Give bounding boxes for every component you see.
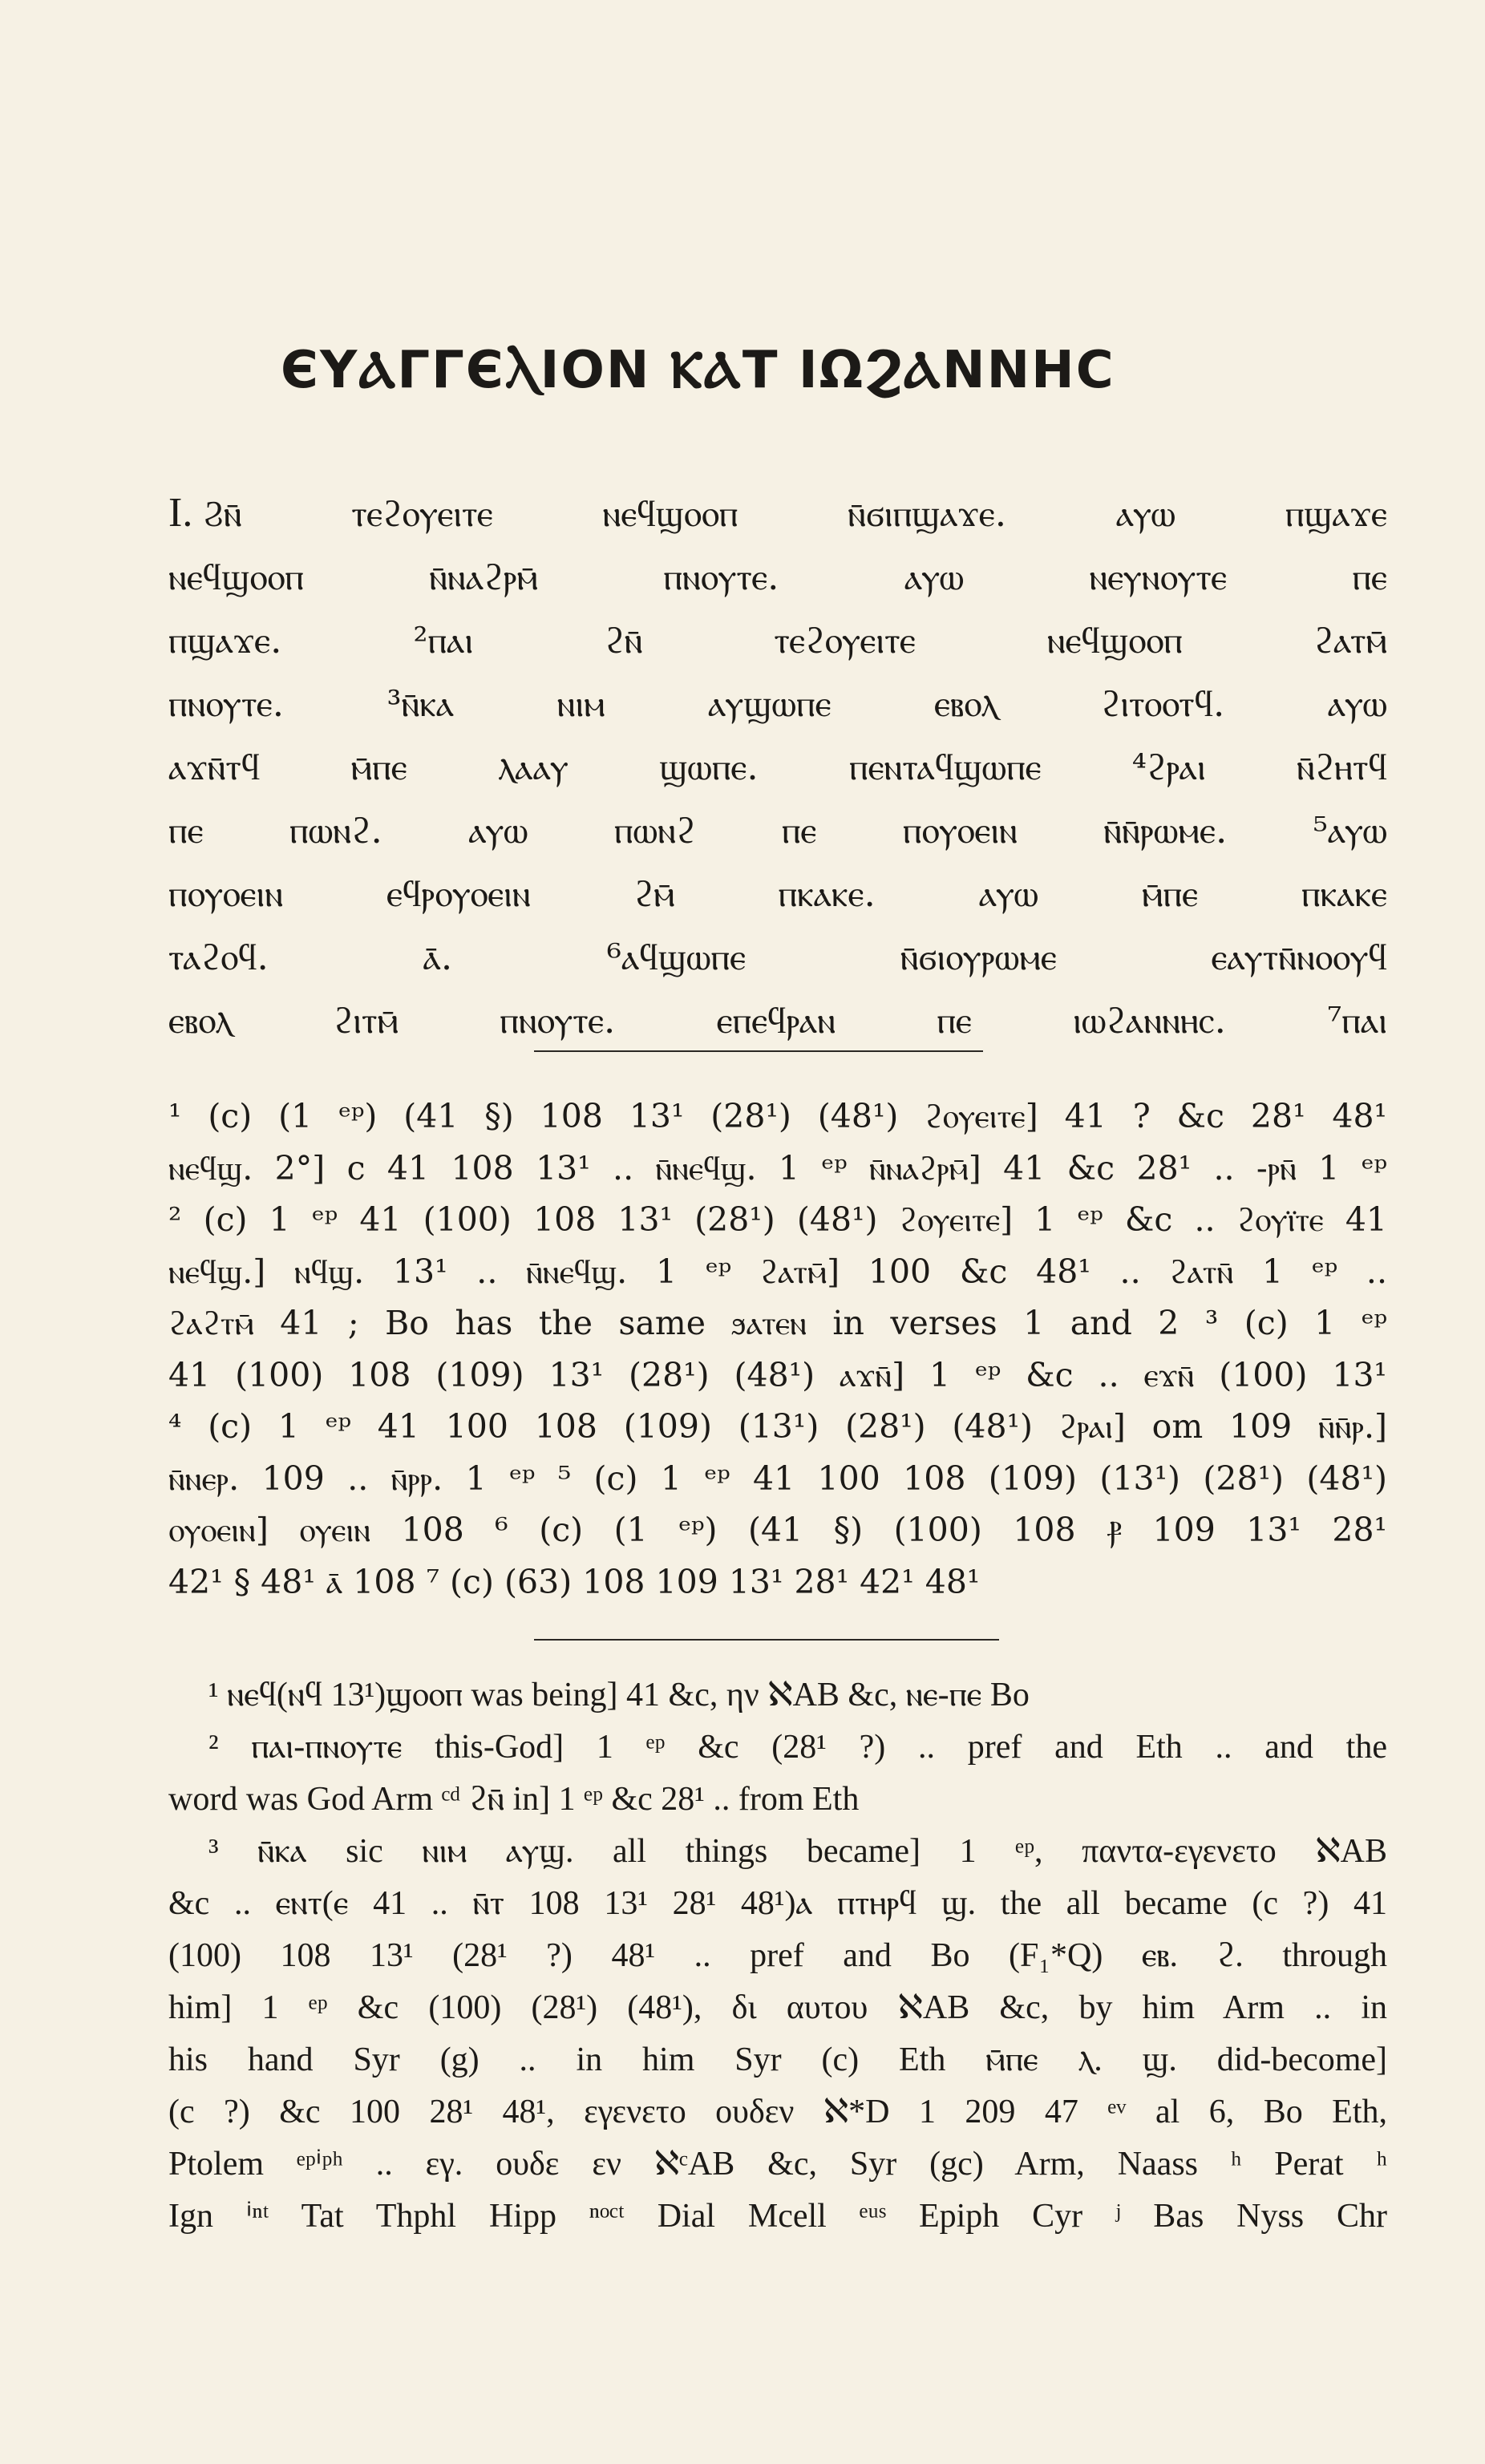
main-text-line: ⲁϫⲛ̄ⲧϥ ⲙ̄ⲡⲉ ⲗⲁⲁⲩ ϣⲱⲡⲉ. ⲡⲉⲛⲧⲁϥϣⲱⲡⲉ ⁴ϩⲣⲁⲓ ⲛ̄ϩⲏⲧϥ xyxy=(168,746,1387,788)
apparatus-line: him] 1 ᵉᵖ &c (100) (28¹) (48¹), δι αυτου ℵAB &c, by him Arm .. in xyxy=(168,1989,1387,2026)
divider xyxy=(534,1050,983,1052)
apparatus-line: (100) 108 13¹ (28¹ ?) 48¹ .. pref and Bo (F₁*Q) ⲉⲃ. ϩ. through xyxy=(168,1937,1387,1974)
apparatus-line: ¹ (c) (1 ᵉᵖ) (41 §) 108 13¹ (28¹) (48¹) ϩⲟⲩⲉⲓⲧⲉ] 41 ? &c 28¹ 48¹ xyxy=(168,1097,1387,1135)
chapter-number: I. xyxy=(168,490,193,536)
apparatus-line: ³ ⲛ̄ⲕⲁ sic ⲛⲓⲙ ⲁⲩϣ. all things became] 1 ᵉᵖ, παντα-εγενετο ℵAB xyxy=(208,1833,1387,1870)
apparatus-line: ⲟⲩⲟⲉⲓⲛ] ⲟⲩⲉⲓⲛ 108 ⁶ (c) (1 ᵉᵖ) (41 §) (100) 108 ⳁ 109 13¹ 28¹ xyxy=(168,1511,1387,1549)
apparatus-line: 42¹ § 48¹ ⲁ̄ 108 ⁷ (c) (63) 108 109 13¹ 28¹ 42¹ 48¹ xyxy=(168,1562,981,1601)
apparatus-line: Ign ⁱⁿᵗ Tat Thphl Hipp ⁿᵒᶜᵗ Dial Mcell ᵉᵘˢ Epiph Cyr ʲ Bas Nyss Chr xyxy=(168,2198,1387,2235)
apparatus-line: &c .. ⲉⲛⲧ(ⲉ 41 .. ⲛ̄ⲧ 108 13¹ 28¹ 48¹)ⲁ ⲡⲧⲏⲣϥ ϣ. the all became (c ?) 41 xyxy=(168,1885,1387,1922)
apparatus-line: ⲛⲉϥϣ. 2°] c 41 108 13¹ .. ⲛ̄ⲛⲉϥϣ. 1 ᵉᵖ ⲛ̄ⲛⲁϩⲣⲙ̄] 41 &c 28¹ .. -ⲣⲛ̄ 1 ᵉᵖ xyxy=(168,1148,1387,1187)
main-text-line: ⲡⲟⲩⲟⲉⲓⲛ ⲉϥⲣⲟⲩⲟⲉⲓⲛ ϩⲙ̄ ⲡⲕⲁⲕⲉ. ⲁⲩⲱ ⲙ̄ⲡⲉ ⲡⲕⲁⲕⲉ xyxy=(168,872,1387,915)
apparatus-line: ¹ ⲛⲉϥ(ⲛϥ 13¹)ϣⲟⲟⲡ was being] 41 &c, ην ℵAB &c, ⲛⲉ-ⲡⲉ Bo xyxy=(208,1677,1030,1713)
apparatus-line: ⲛ̄ⲛⲉⲣ. 109 .. ⲛ̄ⲣⲣ. 1 ᵉᵖ ⁵ (c) 1 ᵉᵖ 41 100 108 (109) (13¹) (28¹) (48¹) xyxy=(168,1459,1387,1498)
main-text-line: ⲛⲉϥϣⲟⲟⲡ ⲛ̄ⲛⲁϩⲣⲙ̄ ⲡⲛⲟⲩⲧⲉ. ⲁⲩⲱ ⲛⲉⲩⲛⲟⲩⲧⲉ ⲡⲉ xyxy=(168,556,1387,598)
main-text-line: I. Ϩⲛ̄ ⲧⲉϩⲟⲩⲉⲓⲧⲉ ⲛⲉϥϣⲟⲟⲡ ⲛ̄ϭⲓⲡϣⲁϫⲉ. ⲁⲩⲱ ⲡϣⲁϫⲉ xyxy=(168,490,1387,536)
apparatus-line: ϩⲁϩⲧⲙ̄ 41 ; Bo has the same ϧⲁⲧⲉⲛ in verses 1 and 2 ³ (c) 1 ᵉᵖ xyxy=(168,1304,1387,1342)
apparatus-line: ⲛⲉϥϣ.] ⲛϥϣ. 13¹ .. ⲛ̄ⲛⲉϥϣ. 1 ᵉᵖ ϩⲁⲧⲙ̄] 100 &c 48¹ .. ϩⲁⲧⲛ̄ 1 ᵉᵖ .. xyxy=(168,1252,1387,1291)
main-text-line: ⲡϣⲁϫⲉ. ²ⲡⲁⲓ ϩⲛ̄ ⲧⲉϩⲟⲩⲉⲓⲧⲉ ⲛⲉϥϣⲟⲟⲡ ϩⲁⲧⲙ̄ xyxy=(168,619,1387,662)
apparatus-line: ² ⲡⲁⲓ-ⲡⲛⲟⲩⲧⲉ this-God] 1 ᵉᵖ &c (28¹ ?) .. pref and Eth .. and the xyxy=(208,1729,1387,1766)
apparatus-line: ² (c) 1 ᵉᵖ 41 (100) 108 13¹ (28¹) (48¹) ϩⲟⲩⲉⲓⲧⲉ] 1 ᵉᵖ &c .. ϩⲟⲩⲓ̈ⲧⲉ 41 xyxy=(168,1200,1387,1239)
apparatus-manuscripts xyxy=(168,1090,1387,1608)
page-title: ЄΥⲀΓΓЄⲖΙΟΝ ⲔⲀΤ ΙΩϨⲀΝΝΗϹ xyxy=(281,341,1115,400)
main-text xyxy=(168,481,1387,1052)
apparatus-line: (c ?) &c 100 28¹ 48¹, εγενετο ουδεν ℵ*D 1 209 47 ᵉᵛ al 6, Bo Eth, xyxy=(168,2094,1387,2130)
divider xyxy=(534,1639,999,1641)
apparatus-translation xyxy=(168,1669,1387,2243)
main-text-line: ⲉⲃⲟⲗ ϩⲓⲧⲙ̄ ⲡⲛⲟⲩⲧⲉ. ⲉⲡⲉϥⲣⲁⲛ ⲡⲉ ⲓⲱϩⲁⲛⲛⲏⲥ. ⁷ⲡⲁⲓ xyxy=(168,999,1387,1042)
apparatus-line: word was God Arm ᶜᵈ ϩⲛ̄ in] 1 ᵉᵖ &c 28¹ .. from Eth xyxy=(168,1781,860,1818)
apparatus-line: 41 (100) 108 (109) 13¹ (28¹) (48¹) ⲁϫⲛ̄] 1 ᵉᵖ &c .. ⲉϫⲛ̄ (100) 13¹ xyxy=(168,1355,1387,1394)
apparatus-line: Ptolem ᵉᵖⁱᵖʰ .. εγ. ουδε εν ℵᶜAB &c, Syr (gc) Arm, Naass ʰ Perat ʰ xyxy=(168,2146,1387,2183)
main-text-line: ⲡⲉ ⲡⲱⲛϩ. ⲁⲩⲱ ⲡⲱⲛϩ ⲡⲉ ⲡⲟⲩⲟⲉⲓⲛ ⲛ̄ⲛ̄ⲣⲱⲙⲉ. ⁵ⲁⲩⲱ xyxy=(168,809,1387,852)
apparatus-line: ⁴ (c) 1 ᵉᵖ 41 100 108 (109) (13¹) (28¹) (48¹) ϩⲣⲁⲓ] om 109 ⲛ̄ⲛ̄ⲣ.] xyxy=(168,1407,1387,1446)
main-text-line: ⲡⲛⲟⲩⲧⲉ. ³ⲛ̄ⲕⲁ ⲛⲓⲙ ⲁⲩϣⲱⲡⲉ ⲉⲃⲟⲗ ϩⲓⲧⲟⲟⲧϥ. ⲁⲩⲱ xyxy=(168,682,1387,725)
apparatus-line: his hand Syr (g) .. in him Syr (c) Eth ⲙ̄ⲡⲉ ⲗ. ϣ. did-become] xyxy=(168,2041,1387,2078)
main-text-line: ⲧⲁϩⲟϥ. ⲁ̄. ⁶ⲁϥϣⲱⲡⲉ ⲛ̄ϭⲓⲟⲩⲣⲱⲙⲉ ⲉⲁⲩⲧⲛ̄ⲛⲟⲟⲩϥ xyxy=(168,936,1387,978)
